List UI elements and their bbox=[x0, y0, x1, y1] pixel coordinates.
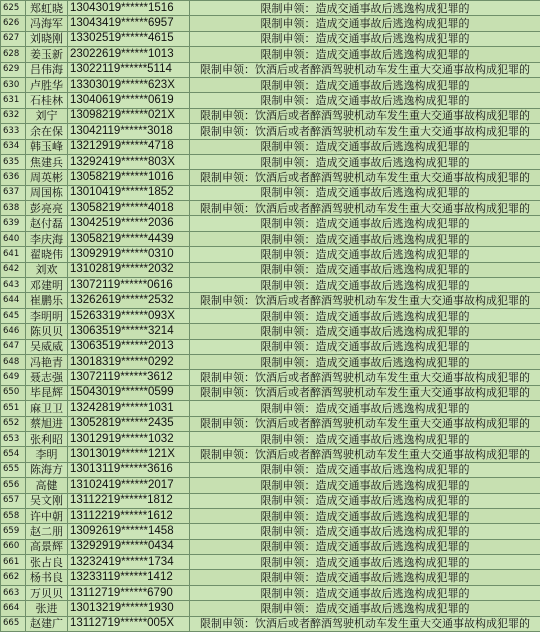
table-row bbox=[1, 154, 540, 169]
name-cell[interactable]: 郑虹晓 bbox=[26, 1, 68, 16]
row-number-cell[interactable]: 632 bbox=[1, 108, 26, 123]
id-number-cell[interactable]: 13242819******1031 bbox=[68, 401, 190, 416]
name-cell[interactable]: 刘欢 bbox=[26, 262, 68, 277]
id-number-cell[interactable]: 13092619******1458 bbox=[68, 524, 190, 539]
id-number-cell[interactable]: 13058219******4018 bbox=[68, 201, 190, 216]
restriction-reason-cell[interactable]: 限制申领：造成交通事故后逃逸构成犯罪的 bbox=[190, 216, 540, 231]
row-number-cell[interactable]: 629 bbox=[1, 62, 26, 77]
name-cell[interactable]: 冯海军 bbox=[26, 16, 68, 31]
table-row bbox=[1, 93, 540, 108]
table-row bbox=[1, 185, 540, 200]
restriction-reason-cell[interactable]: 限制申领：造成交通事故后逃逸构成犯罪的 bbox=[190, 354, 540, 369]
table-row bbox=[1, 354, 540, 369]
name-cell[interactable]: 周国栋 bbox=[26, 185, 68, 200]
restriction-reason-cell[interactable]: 限制申领：造成交通事故后逃逸构成犯罪的 bbox=[190, 601, 540, 616]
restriction-reason-cell[interactable]: 限制申领：造成交通事故后逃逸构成犯罪的 bbox=[190, 339, 540, 354]
id-number-cell[interactable]: 13102419******2017 bbox=[68, 478, 190, 493]
name-cell[interactable]: 刘宁 bbox=[26, 108, 68, 123]
table-row bbox=[1, 447, 540, 462]
id-number-cell[interactable]: 13262619******2532 bbox=[68, 293, 190, 308]
restriction-reason-cell[interactable]: 限制申领：造成交通事故后逃逸构成犯罪的 bbox=[190, 1, 540, 16]
table-row bbox=[1, 216, 540, 231]
restriction-reason-cell[interactable]: 限制申领：造成交通事故后逃逸构成犯罪的 bbox=[190, 247, 540, 262]
restriction-reason-cell[interactable]: 限制申领：饮酒后或者醉酒驾驶机动车发生重大交通事故构成犯罪的 bbox=[190, 447, 540, 462]
table-row bbox=[1, 555, 540, 570]
row-number-cell[interactable]: 631 bbox=[1, 93, 26, 108]
row-number-cell[interactable]: 662 bbox=[1, 570, 26, 585]
id-number-cell[interactable]: 13303019******623X bbox=[68, 77, 190, 92]
table-row bbox=[1, 616, 540, 631]
id-number-cell[interactable]: 15263319******093X bbox=[68, 308, 190, 323]
id-number-cell[interactable]: 13092919******0310 bbox=[68, 247, 190, 262]
name-cell[interactable]: 高健 bbox=[26, 478, 68, 493]
table-row bbox=[1, 401, 540, 416]
row-number-cell[interactable]: 665 bbox=[1, 616, 26, 631]
name-cell[interactable]: 聂志强 bbox=[26, 370, 68, 385]
name-cell[interactable]: 陈海方 bbox=[26, 462, 68, 477]
row-number-cell[interactable]: 633 bbox=[1, 124, 26, 139]
id-number-cell[interactable]: 13058219******4439 bbox=[68, 231, 190, 246]
row-number-cell[interactable]: 645 bbox=[1, 308, 26, 323]
name-cell[interactable]: 吴文刚 bbox=[26, 493, 68, 508]
table-row bbox=[1, 1, 540, 16]
row-number-cell[interactable]: 659 bbox=[1, 524, 26, 539]
restriction-reason-cell[interactable]: 限制申领：饮酒后或者醉酒驾驶机动车发生重大交通事故构成犯罪的 bbox=[190, 370, 540, 385]
name-cell[interactable]: 刘晓刚 bbox=[26, 31, 68, 46]
id-number-cell[interactable]: 13018319******0292 bbox=[68, 354, 190, 369]
row-number-cell[interactable]: 655 bbox=[1, 462, 26, 477]
row-number-cell[interactable]: 656 bbox=[1, 478, 26, 493]
restriction-reason-cell[interactable]: 限制申领：造成交通事故后逃逸构成犯罪的 bbox=[190, 431, 540, 446]
name-cell[interactable]: 卢胜华 bbox=[26, 77, 68, 92]
row-number-cell[interactable]: 628 bbox=[1, 47, 26, 62]
name-cell[interactable]: 毕昆辉 bbox=[26, 385, 68, 400]
table-row bbox=[1, 77, 540, 92]
row-number-cell[interactable]: 644 bbox=[1, 293, 26, 308]
name-cell[interactable]: 石桂林 bbox=[26, 93, 68, 108]
id-number-cell[interactable]: 15043019******0599 bbox=[68, 385, 190, 400]
table-row bbox=[1, 462, 540, 477]
row-number-cell[interactable]: 654 bbox=[1, 447, 26, 462]
table-row bbox=[1, 385, 540, 400]
row-number-cell[interactable]: 663 bbox=[1, 585, 26, 600]
restriction-reason-cell[interactable]: 限制申领：饮酒后或者醉酒驾驶机动车发生重大交通事故构成犯罪的 bbox=[190, 62, 540, 77]
id-number-cell[interactable]: 13063519******3214 bbox=[68, 324, 190, 339]
name-cell[interactable]: 姜玉新 bbox=[26, 47, 68, 62]
row-number-cell[interactable]: 651 bbox=[1, 401, 26, 416]
id-number-cell[interactable]: 13013019******121X bbox=[68, 447, 190, 462]
id-number-cell[interactable]: 13292419******803X bbox=[68, 154, 190, 169]
restriction-reason-cell[interactable]: 限制申领：饮酒后或者醉酒驾驶机动车发生重大交通事故构成犯罪的 bbox=[190, 385, 540, 400]
table-row bbox=[1, 570, 540, 585]
row-number-cell[interactable]: 664 bbox=[1, 601, 26, 616]
restriction-reason-cell[interactable]: 限制申领：造成交通事故后逃逸构成犯罪的 bbox=[190, 493, 540, 508]
id-number-cell[interactable]: 13112719******6790 bbox=[68, 585, 190, 600]
restriction-reason-cell[interactable]: 限制申领：饮酒后或者醉酒驾驶机动车发生重大交通事故构成犯罪的 bbox=[190, 616, 540, 631]
table-row bbox=[1, 231, 540, 246]
id-number-cell[interactable]: 13112219******1812 bbox=[68, 493, 190, 508]
restriction-reason-cell[interactable]: 限制申领：造成交通事故后逃逸构成犯罪的 bbox=[190, 16, 540, 31]
row-number-cell[interactable]: 637 bbox=[1, 185, 26, 200]
id-number-cell[interactable]: 13042519******2036 bbox=[68, 216, 190, 231]
row-number-cell[interactable]: 650 bbox=[1, 385, 26, 400]
name-cell[interactable]: 周英彬 bbox=[26, 170, 68, 185]
id-number-cell[interactable]: 13022119******5114 bbox=[68, 62, 190, 77]
table-row bbox=[1, 201, 540, 216]
restriction-reason-cell[interactable]: 限制申领：造成交通事故后逃逸构成犯罪的 bbox=[190, 570, 540, 585]
name-cell[interactable]: 高景辉 bbox=[26, 539, 68, 554]
restriction-reason-cell[interactable]: 限制申领：饮酒后或者醉酒驾驶机动车发生重大交通事故构成犯罪的 bbox=[190, 293, 540, 308]
table-row bbox=[1, 539, 540, 554]
id-number-cell[interactable]: 13112219******1612 bbox=[68, 508, 190, 523]
table-row bbox=[1, 293, 540, 308]
id-number-cell[interactable]: 13302519******4615 bbox=[68, 31, 190, 46]
id-number-cell[interactable]: 13102819******2032 bbox=[68, 262, 190, 277]
restriction-reason-cell[interactable]: 限制申领：造成交通事故后逃逸构成犯罪的 bbox=[190, 262, 540, 277]
id-number-cell[interactable]: 13013119******3616 bbox=[68, 462, 190, 477]
restriction-reason-cell[interactable]: 限制申领：造成交通事故后逃逸构成犯罪的 bbox=[190, 555, 540, 570]
id-number-cell[interactable]: 13233119******1412 bbox=[68, 570, 190, 585]
name-cell[interactable]: 李明 bbox=[26, 447, 68, 462]
id-number-cell[interactable]: 13232419******1734 bbox=[68, 555, 190, 570]
table-row bbox=[1, 339, 540, 354]
name-cell[interactable]: 冯艳青 bbox=[26, 354, 68, 369]
restriction-reason-cell[interactable]: 限制申领：造成交通事故后逃逸构成犯罪的 bbox=[190, 139, 540, 154]
row-number-cell[interactable]: 639 bbox=[1, 216, 26, 231]
name-cell[interactable]: 张进 bbox=[26, 601, 68, 616]
row-number-cell[interactable]: 643 bbox=[1, 278, 26, 293]
table-row bbox=[1, 139, 540, 154]
name-cell[interactable]: 焦建兵 bbox=[26, 154, 68, 169]
id-number-cell[interactable]: 13072119******0616 bbox=[68, 278, 190, 293]
name-cell[interactable]: 陈贝贝 bbox=[26, 324, 68, 339]
restriction-reason-cell[interactable]: 限制申领：饮酒后或者醉酒驾驶机动车发生重大交通事故构成犯罪的 bbox=[190, 124, 540, 139]
table-row bbox=[1, 16, 540, 31]
id-number-cell[interactable]: 13012919******1032 bbox=[68, 431, 190, 446]
name-cell[interactable]: 李庆海 bbox=[26, 231, 68, 246]
name-cell[interactable]: 邓建明 bbox=[26, 278, 68, 293]
restriction-reason-cell[interactable]: 限制申领：造成交通事故后逃逸构成犯罪的 bbox=[190, 77, 540, 92]
table-row bbox=[1, 478, 540, 493]
row-number-cell[interactable]: 642 bbox=[1, 262, 26, 277]
restriction-reason-cell[interactable]: 限制申领：造成交通事故后逃逸构成犯罪的 bbox=[190, 31, 540, 46]
row-number-cell[interactable]: 638 bbox=[1, 201, 26, 216]
row-number-cell[interactable]: 648 bbox=[1, 354, 26, 369]
id-number-cell[interactable]: 13072119******3612 bbox=[68, 370, 190, 385]
name-cell[interactable]: 彭亮亮 bbox=[26, 201, 68, 216]
row-number-cell[interactable]: 635 bbox=[1, 154, 26, 169]
id-number-cell[interactable]: 13042119******3018 bbox=[68, 124, 190, 139]
table-row bbox=[1, 370, 540, 385]
name-cell[interactable]: 吕伟海 bbox=[26, 62, 68, 77]
row-number-cell[interactable]: 646 bbox=[1, 324, 26, 339]
row-number-cell[interactable]: 641 bbox=[1, 247, 26, 262]
id-number-cell[interactable]: 13043419******6957 bbox=[68, 16, 190, 31]
id-number-cell[interactable]: 13212919******4718 bbox=[68, 139, 190, 154]
restriction-reason-cell[interactable]: 限制申领：饮酒后或者醉酒驾驶机动车发生重大交通事故构成犯罪的 bbox=[190, 108, 540, 123]
name-cell[interactable]: 万贝贝 bbox=[26, 585, 68, 600]
table-row bbox=[1, 247, 540, 262]
table-row bbox=[1, 108, 540, 123]
row-number-cell[interactable]: 630 bbox=[1, 77, 26, 92]
restriction-reason-cell[interactable]: 限制申领：造成交通事故后逃逸构成犯罪的 bbox=[190, 478, 540, 493]
table-row bbox=[1, 431, 540, 446]
restriction-reason-cell[interactable]: 限制申领：造成交通事故后逃逸构成犯罪的 bbox=[190, 231, 540, 246]
restriction-reason-cell[interactable]: 限制申领：造成交通事故后逃逸构成犯罪的 bbox=[190, 185, 540, 200]
row-number-cell[interactable]: 640 bbox=[1, 231, 26, 246]
table-row bbox=[1, 62, 540, 77]
restriction-reason-cell[interactable]: 限制申领：造成交通事故后逃逸构成犯罪的 bbox=[190, 47, 540, 62]
table-row bbox=[1, 124, 540, 139]
row-number-cell[interactable]: 649 bbox=[1, 370, 26, 385]
restriction-reason-cell[interactable]: 限制申领：造成交通事故后逃逸构成犯罪的 bbox=[190, 93, 540, 108]
table-row bbox=[1, 524, 540, 539]
table-row bbox=[1, 585, 540, 600]
id-number-cell[interactable]: 23022619******1013 bbox=[68, 47, 190, 62]
id-number-cell[interactable]: 13013219******1930 bbox=[68, 601, 190, 616]
table-row bbox=[1, 324, 540, 339]
row-number-cell[interactable]: 636 bbox=[1, 170, 26, 185]
name-cell[interactable]: 张利昭 bbox=[26, 431, 68, 446]
table-row bbox=[1, 416, 540, 431]
table-row bbox=[1, 31, 540, 46]
restriction-reason-cell[interactable]: 限制申领：饮酒后或者醉酒驾驶机动车发生重大交通事故构成犯罪的 bbox=[190, 201, 540, 216]
name-cell[interactable]: 赵二朋 bbox=[26, 524, 68, 539]
row-number-cell[interactable]: 647 bbox=[1, 339, 26, 354]
row-number-cell[interactable]: 626 bbox=[1, 16, 26, 31]
name-cell[interactable]: 赵建广 bbox=[26, 616, 68, 631]
table-row bbox=[1, 493, 540, 508]
restriction-reason-cell[interactable]: 限制申领：造成交通事故后逃逸构成犯罪的 bbox=[190, 508, 540, 523]
id-number-cell[interactable]: 13040619******0619 bbox=[68, 93, 190, 108]
restriction-reason-cell[interactable]: 限制申领：造成交通事故后逃逸构成犯罪的 bbox=[190, 278, 540, 293]
row-number-cell[interactable]: 634 bbox=[1, 139, 26, 154]
name-cell[interactable]: 余在保 bbox=[26, 124, 68, 139]
row-number-cell[interactable]: 660 bbox=[1, 539, 26, 554]
name-cell[interactable]: 张占良 bbox=[26, 555, 68, 570]
restriction-reason-cell[interactable]: 限制申领：饮酒后或者醉酒驾驶机动车发生重大交通事故构成犯罪的 bbox=[190, 170, 540, 185]
name-cell[interactable]: 韩玉峰 bbox=[26, 139, 68, 154]
restriction-reason-cell[interactable]: 限制申领：造成交通事故后逃逸构成犯罪的 bbox=[190, 462, 540, 477]
name-cell[interactable]: 杨书良 bbox=[26, 570, 68, 585]
name-cell[interactable]: 麻卫卫 bbox=[26, 401, 68, 416]
row-number-cell[interactable]: 652 bbox=[1, 416, 26, 431]
row-number-cell[interactable]: 627 bbox=[1, 31, 26, 46]
table-row bbox=[1, 508, 540, 523]
restriction-reason-cell[interactable]: 限制申领：造成交通事故后逃逸构成犯罪的 bbox=[190, 308, 540, 323]
name-cell[interactable]: 吴威威 bbox=[26, 339, 68, 354]
id-number-cell[interactable]: 13043019******1516 bbox=[68, 1, 190, 16]
id-number-cell[interactable]: 13010419******1852 bbox=[68, 185, 190, 200]
row-number-cell[interactable]: 657 bbox=[1, 493, 26, 508]
id-number-cell[interactable]: 13098219******021X bbox=[68, 108, 190, 123]
name-cell[interactable]: 翟晓伟 bbox=[26, 247, 68, 262]
id-number-cell[interactable]: 13292919******0434 bbox=[68, 539, 190, 554]
restriction-reason-cell[interactable]: 限制申领：造成交通事故后逃逸构成犯罪的 bbox=[190, 585, 540, 600]
row-number-cell[interactable]: 653 bbox=[1, 431, 26, 446]
table-row bbox=[1, 47, 540, 62]
table-row bbox=[1, 262, 540, 277]
table-row bbox=[1, 170, 540, 185]
id-number-cell[interactable]: 13058219******1016 bbox=[68, 170, 190, 185]
restriction-reason-cell[interactable]: 限制申领：造成交通事故后逃逸构成犯罪的 bbox=[190, 401, 540, 416]
row-number-cell[interactable]: 625 bbox=[1, 1, 26, 16]
restriction-reason-cell[interactable]: 限制申领：饮酒后或者醉酒驾驶机动车发生重大交通事故构成犯罪的 bbox=[190, 416, 540, 431]
table-row bbox=[1, 601, 540, 616]
restriction-reason-cell[interactable]: 限制申领：造成交通事故后逃逸构成犯罪的 bbox=[190, 324, 540, 339]
name-cell[interactable]: 许中朝 bbox=[26, 508, 68, 523]
row-number-cell[interactable]: 658 bbox=[1, 508, 26, 523]
row-number-cell[interactable]: 661 bbox=[1, 555, 26, 570]
name-cell[interactable]: 赵付磊 bbox=[26, 216, 68, 231]
table-body bbox=[1, 1, 540, 632]
id-number-cell[interactable]: 13112719******005X bbox=[68, 616, 190, 631]
id-number-cell[interactable]: 13052819******2435 bbox=[68, 416, 190, 431]
name-cell[interactable]: 李明明 bbox=[26, 308, 68, 323]
restriction-reason-cell[interactable]: 限制申领：造成交通事故后逃逸构成犯罪的 bbox=[190, 524, 540, 539]
restriction-reason-cell[interactable]: 限制申领：造成交通事故后逃逸构成犯罪的 bbox=[190, 154, 540, 169]
name-cell[interactable]: 崔鹏乐 bbox=[26, 293, 68, 308]
table-row bbox=[1, 308, 540, 323]
id-number-cell[interactable]: 13063519******2013 bbox=[68, 339, 190, 354]
restriction-reason-cell[interactable]: 限制申领：造成交通事故后逃逸构成犯罪的 bbox=[190, 539, 540, 554]
name-cell[interactable]: 蔡旭进 bbox=[26, 416, 68, 431]
table-row bbox=[1, 278, 540, 293]
